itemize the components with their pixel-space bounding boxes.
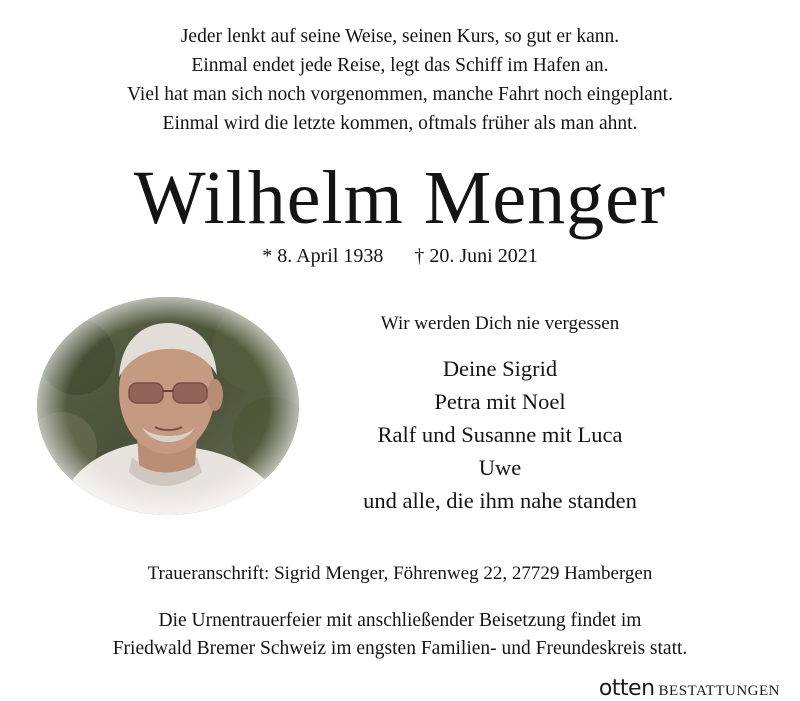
- poem-line: Viel hat man sich noch vorgenommen, manche Fahrt noch eingeplant.: [127, 84, 673, 105]
- mourner: Petra mit Noel: [434, 389, 566, 414]
- farewell-text: Wir werden Dich nie vergessen: [380, 313, 620, 334]
- portrait-image: [37, 297, 299, 515]
- poem: [0, 22, 800, 138]
- funeral-home-logo: [599, 678, 780, 700]
- mourners-list: [285, 352, 715, 517]
- portrait-photo: [37, 297, 299, 515]
- ceremony-line: Friedwald Bremer Schweiz im engsten Familien- und Freundeskreis statt.: [112, 638, 688, 659]
- poem-line: Jeder lenkt auf seine Weise, seinen Kurs, so gut er kann.: [180, 26, 620, 47]
- mourning-address: Traueranschrift: Sigrid Menger, Föhrenweg 22, 27729 Hambergen: [147, 563, 653, 584]
- mourner: Uwe: [478, 455, 522, 480]
- mourner: Ralf und Susanne mit Luca: [377, 422, 623, 447]
- life-dates: [0, 243, 800, 269]
- death-date: † 20. Juni 2021: [414, 245, 538, 267]
- logo-brand: otten: [598, 676, 655, 701]
- birth-date: * 8. April 1938: [262, 245, 384, 267]
- mourner: und alle, die ihm nahe standen: [363, 488, 637, 513]
- ceremony-info: [0, 607, 800, 663]
- ceremony-line: Die Urnentrauerfeier mit anschließender Beisetzung findet im: [158, 610, 642, 631]
- poem-line: Einmal endet jede Reise, legt das Schiff im Hafen an.: [191, 55, 609, 76]
- mourner: Deine Sigrid: [442, 356, 558, 381]
- deceased-name: Wilhelm Menger: [133, 156, 667, 240]
- poem-line: Einmal wird die letzte kommen, oftmals früher als man ahnt.: [162, 113, 638, 134]
- logo-subtitle: BESTATTUNGEN: [658, 683, 780, 699]
